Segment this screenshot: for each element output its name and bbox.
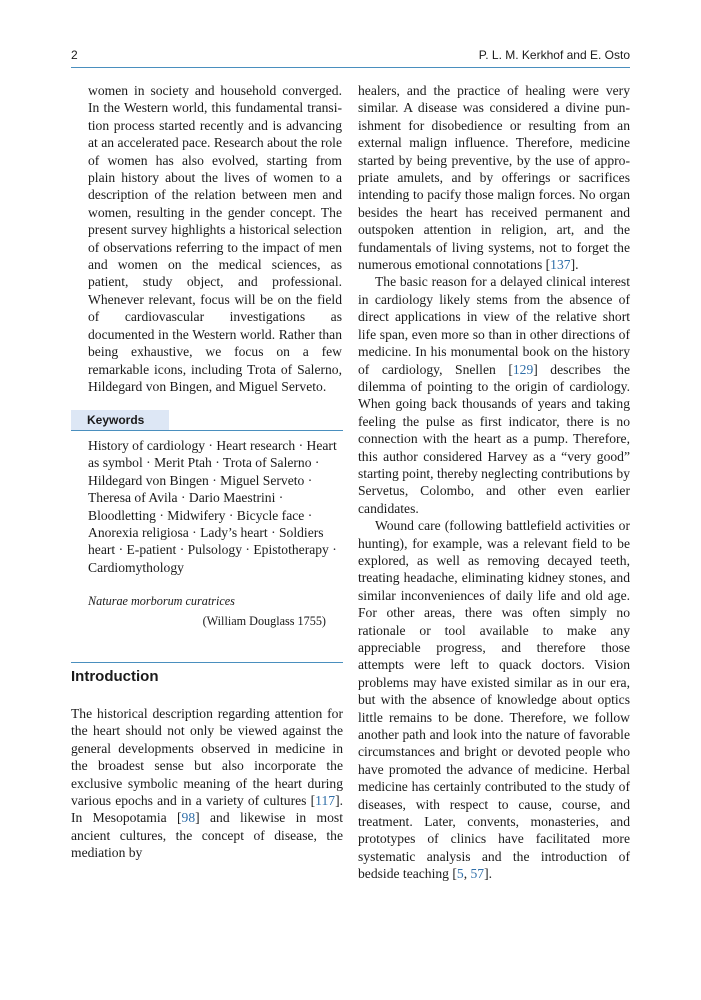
citation-link[interactable]: 57	[470, 866, 485, 882]
right-column	[358, 82, 630, 883]
citation-link[interactable]: 137	[550, 257, 571, 273]
epigraph-quote: Naturae morborum curatrices	[88, 594, 235, 608]
citation-link[interactable]: 5	[456, 866, 464, 882]
keywords-label: Keywords	[71, 410, 169, 430]
running-head-authors: P. L. M. Kerkhof and E. Osto	[478, 48, 630, 62]
paragraph: healers, and the practice of healing were very similar. A disease was considered a divine punishment for disobedience or resulting from an external malign influence. Therefore, medicine started by being preventive, by the use of appropriate amulets, and by offerings or sacrifices intending to pacify those malign forces. No organ besides the heart has received permanent and outspoken attention in religion, art, and the fundamentals of living systems, not to forget the numerous emotional connotations [137].	[358, 83, 630, 273]
header-rule	[71, 67, 630, 68]
citation-link[interactable]: 129	[512, 361, 534, 377]
page-number: 2	[71, 48, 78, 62]
abstract-continued: women in society and household converged. In the Western world, this fundamental transition process started recently and is advancing at an accelerated pace. Research about the role of women has also evolved, starting from plain history about the lives of women to a description of the relation between men and women, resulting in the gender concept. The present survey highlights a historical selection of observations referring to the impact of men and women on the medical sciences, as patient, study object, and professional. Whenever relevant, focus will be on the field of cardiovascular investigations as documented in the Western world. Rather than being exhaustive, we focus on a few remarkable icons, including Trota of Salerno, Hildegard von Bingen, and Miguel Serveto.	[88, 83, 342, 394]
section-heading-introduction: Introduction	[71, 668, 159, 685]
introduction-text: The historical description regarding attention for the heart should not only be viewed against the general developments observed in medicine in the broadest sense but also incorporate the exclusive symbolic meaning of the heart during various epochs and in a variety of cultures [117]. In Mesopotamia [98] and likewise in most ancient cultures, the concept of disease, the mediation by	[71, 706, 343, 861]
paragraph: The basic reason for a delayed clinical interest in cardiology likely stems from the absence of direct applications in view of the relative short life span, even more so than in other directions of medicine. In his monumental book on the history of cardiology, Snellen [129] describes the dilemma of pointing to the origin of cardiology. When going back thousands of years and taking feeling the pulse as first indicator, there is no connection with the heart as a pump. Therefore, this author considered Harvey as a “very good” starting point, thereby neglecting contributions by Servetus, Colombo, and other even earlier candidates.	[358, 274, 630, 516]
citation-link[interactable]: 117	[315, 793, 336, 809]
keywords-bar	[71, 410, 343, 431]
paragraph: Wound care (following battlefield activities or hunting), for example, was a relevant field to be explored, as well as removing decayed teeth, treating headache, eliminating kidney stones, and similar inconveniences of daily life and old age. For other areas, there was often simply no rationale or tool available to make any appreciable progress, and therefore those attempts were left to quack doctors. Vision problems may have existed similar as in our era, but with the absence of knowledge about optics little remains to be done. Therefore, we follow another path and look into the nature of favorable circumstances and bright or devoted people who have promoted the advance of medicine. Herbal medicine has certainly contributed to the study of diseases, with respect to cause, course, and treatment. Later, convents, monasteries, and prototypes of clinics have facilitated more systematic analysis and the introduction of bedside teaching [5, 57].	[358, 518, 630, 882]
keywords-section	[71, 410, 343, 576]
running-header	[71, 46, 630, 66]
section-rule	[71, 662, 343, 663]
epigraph	[88, 592, 326, 630]
citation-link[interactable]: 98	[181, 810, 196, 826]
keywords-list: History of cardiology · Heart research · Heart as symbol · Merit Ptah · Trota of Salerno · Hildegard von Bingen · Miguel Serveto · Theresa of Avila · Dario Maestrini · Bloodletting · Midwifery · Bicycle face · Anorexia religiosa · Lady’s heart · Soldiers heart · E-patient · Pulsology · Epistotherapy · Cardiomythology	[88, 438, 337, 575]
epigraph-attribution: (William Douglass 1755)	[202, 614, 326, 628]
